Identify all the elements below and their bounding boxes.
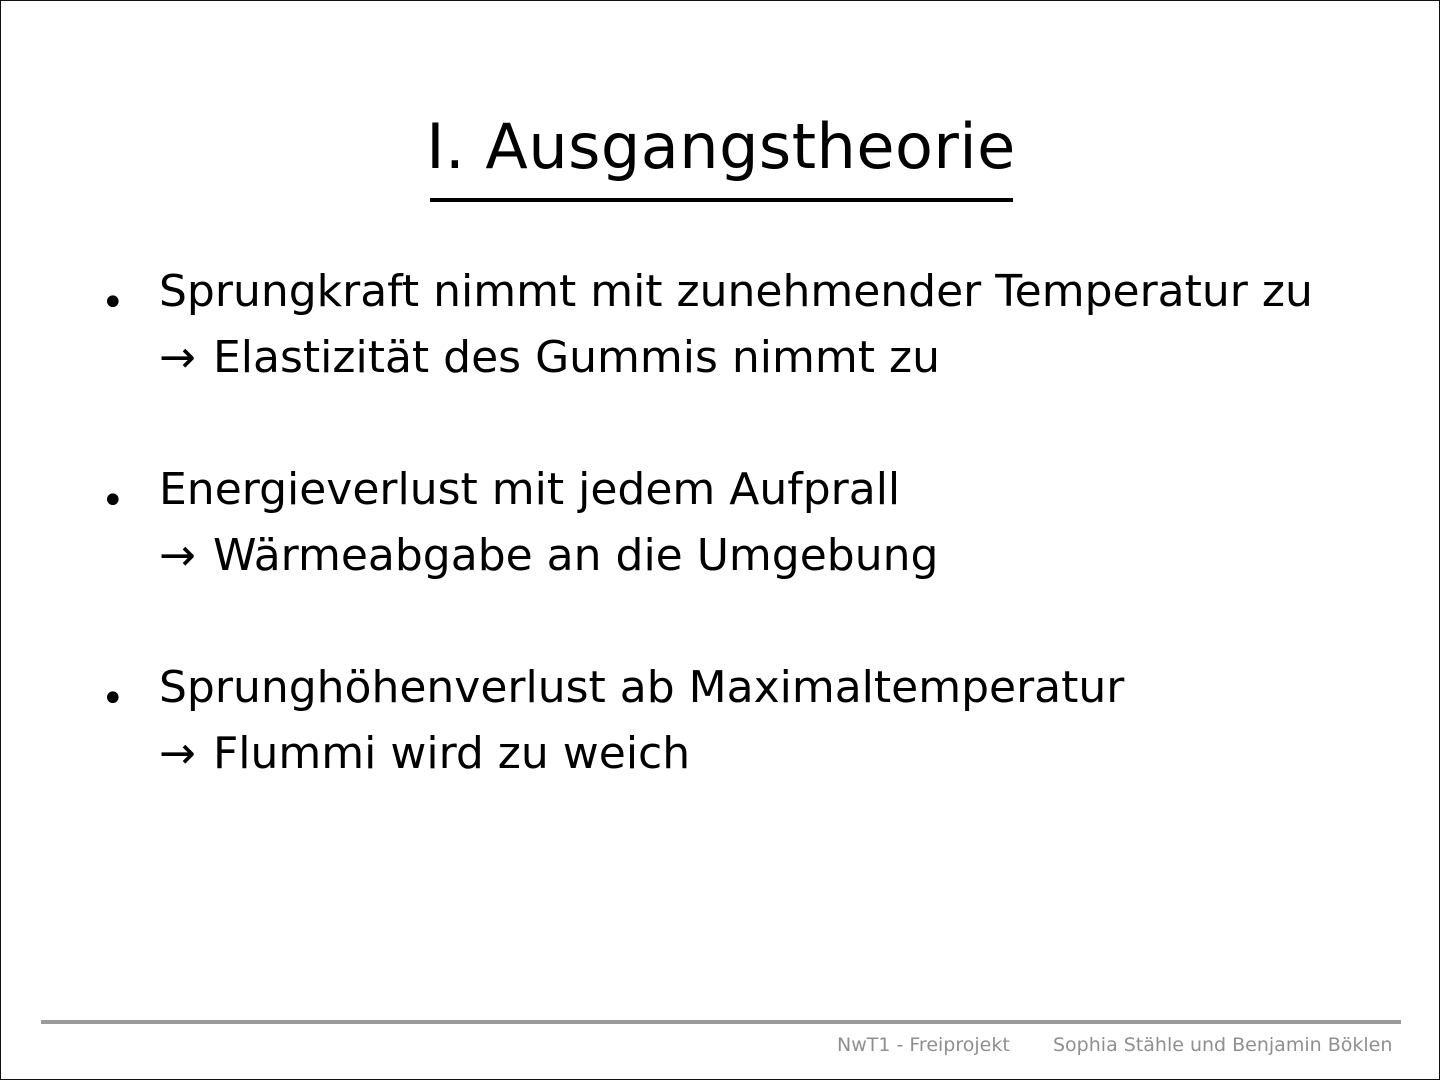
footer-course: NwT1 - Freiprojekt bbox=[837, 1034, 1010, 1056]
bullet-dot-icon: • bbox=[101, 280, 125, 326]
bullet-item bbox=[101, 259, 1401, 457]
bullet-main-text: Sprunghöhenverlust ab Maximaltemperatur bbox=[159, 662, 1125, 713]
bullet-sub-text: Elastizität des Gummis nimmt zu bbox=[213, 332, 940, 383]
bullet-main-text: Energieverlust mit jedem Aufprall bbox=[159, 464, 901, 515]
bullet-sub-line bbox=[159, 325, 940, 391]
bullet-sub-line bbox=[159, 721, 690, 787]
footer-divider bbox=[41, 1020, 1401, 1024]
arrow-right-icon: → bbox=[159, 332, 196, 383]
bullet-sub-line bbox=[159, 523, 938, 589]
slide-title: I. Ausgangstheorie bbox=[426, 110, 1016, 183]
bullet-item bbox=[101, 655, 1401, 853]
bullet-sub-text: Flummi wird zu weich bbox=[213, 728, 691, 779]
footer-authors: Sophia Stähle und Benjamin Böklen bbox=[1053, 1034, 1393, 1056]
title-underline bbox=[430, 198, 1013, 202]
bullet-main-text: Sprungkraft nimmt mit zunehmender Temperatur zu bbox=[159, 266, 1313, 317]
bullet-dot-icon: • bbox=[101, 676, 125, 722]
bullet-item bbox=[101, 457, 1401, 655]
bullet-sub-text: Wärmeabgabe an die Umgebung bbox=[213, 530, 939, 581]
bullet-list bbox=[101, 259, 1401, 853]
arrow-right-icon: → bbox=[159, 728, 196, 779]
arrow-right-icon: → bbox=[159, 530, 196, 581]
bullet-dot-icon: • bbox=[101, 478, 125, 524]
